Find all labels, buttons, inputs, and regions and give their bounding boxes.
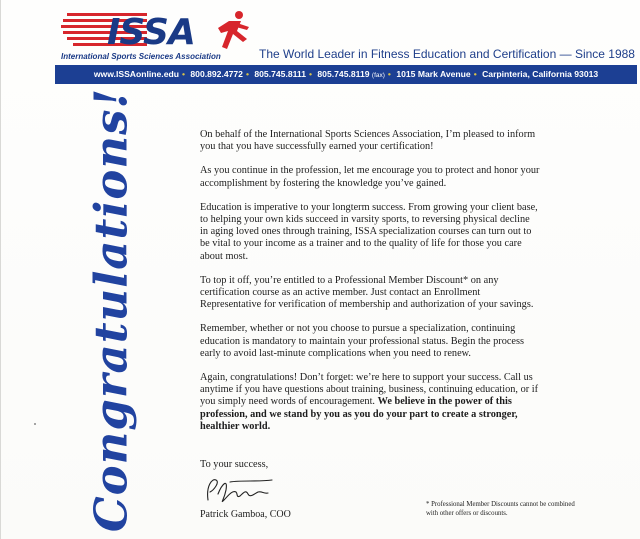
tagline: The World Leader in Fitness Education and Certification — Since 1988 (259, 47, 635, 61)
association-name: International Sports Sciences Association (61, 52, 221, 61)
paragraph: Education is imperative to your longterm success. From growing your client base, to helping your own kids succeed in varsity sports, to reversing physical decline in aging loved ones through training, ISSA specialization courses can turn out to be vital to your income as a trainer and to the quality of life for those you care about most. (200, 201, 538, 262)
paragraph: As you continue in the profession, let me encourage you to protect and honor your accomplishment by fostering the knowledge you’ve gained. (200, 165, 540, 189)
page-speck (34, 423, 36, 425)
footnote: * Professional Member Discounts cannot be combined with other offers or discounts. (426, 501, 575, 517)
script-heading-area (71, 87, 151, 533)
phone-1: 800.892.4772 (190, 69, 243, 79)
phone-2: 805.745.8111 (254, 69, 306, 79)
letter-body (200, 129, 540, 445)
fax-number: 805.745.8119 (317, 69, 370, 79)
signer-name: Patrick Gamboa, COO (200, 509, 291, 520)
closing-paragraph-bold: We believe in the power of this profession, and we stand by you as you do your part to create a stronger, healthier world. (200, 396, 518, 432)
closing-salutation: To your success, (200, 459, 269, 470)
website-link[interactable]: www.ISSAonline.edu (93, 69, 179, 79)
street-address: 1015 Mark Avenue (396, 69, 471, 79)
contact-bar: www.ISSAonline.edu • 800.892.4772 • 805.745.8111 • 805.745.8119 (fax) • 1015 Mark Avenue • Carpinteria, California 93013 (55, 65, 637, 84)
signature-image (202, 472, 282, 508)
paragraph: To top it off, you’re entitled to a Professional Member Discount* on any certification course as an active member. Just contact an Enrollment Representative for verification of membership and authorization of your savings. (200, 274, 534, 311)
paragraph: On behalf of the International Sports Sciences Association, I’m pleased to inform you that you have successfully earned your certification! (200, 129, 536, 153)
congratulations-heading: Congratulations! (84, 87, 138, 533)
fax-label: (fax) (371, 72, 385, 79)
issa-logo (61, 9, 253, 53)
closing-paragraph-plain: Again, congratulations! Don’t forget: we’re here to support your success. Call us anytime if you have questions about training, business, continuing education, or if you simply need words of encouragement. (200, 372, 539, 408)
city-address: Carpinteria, California 93013 (482, 69, 599, 79)
logo-wordmark: ISSA (107, 12, 195, 53)
closing-paragraph (200, 372, 540, 433)
paragraph: Remember, whether or not you choose to pursue a specialization, continuing education is mandatory to maintain your professional status. Begin the process early to avoid last-minute complications when you need to renew. (200, 323, 524, 359)
